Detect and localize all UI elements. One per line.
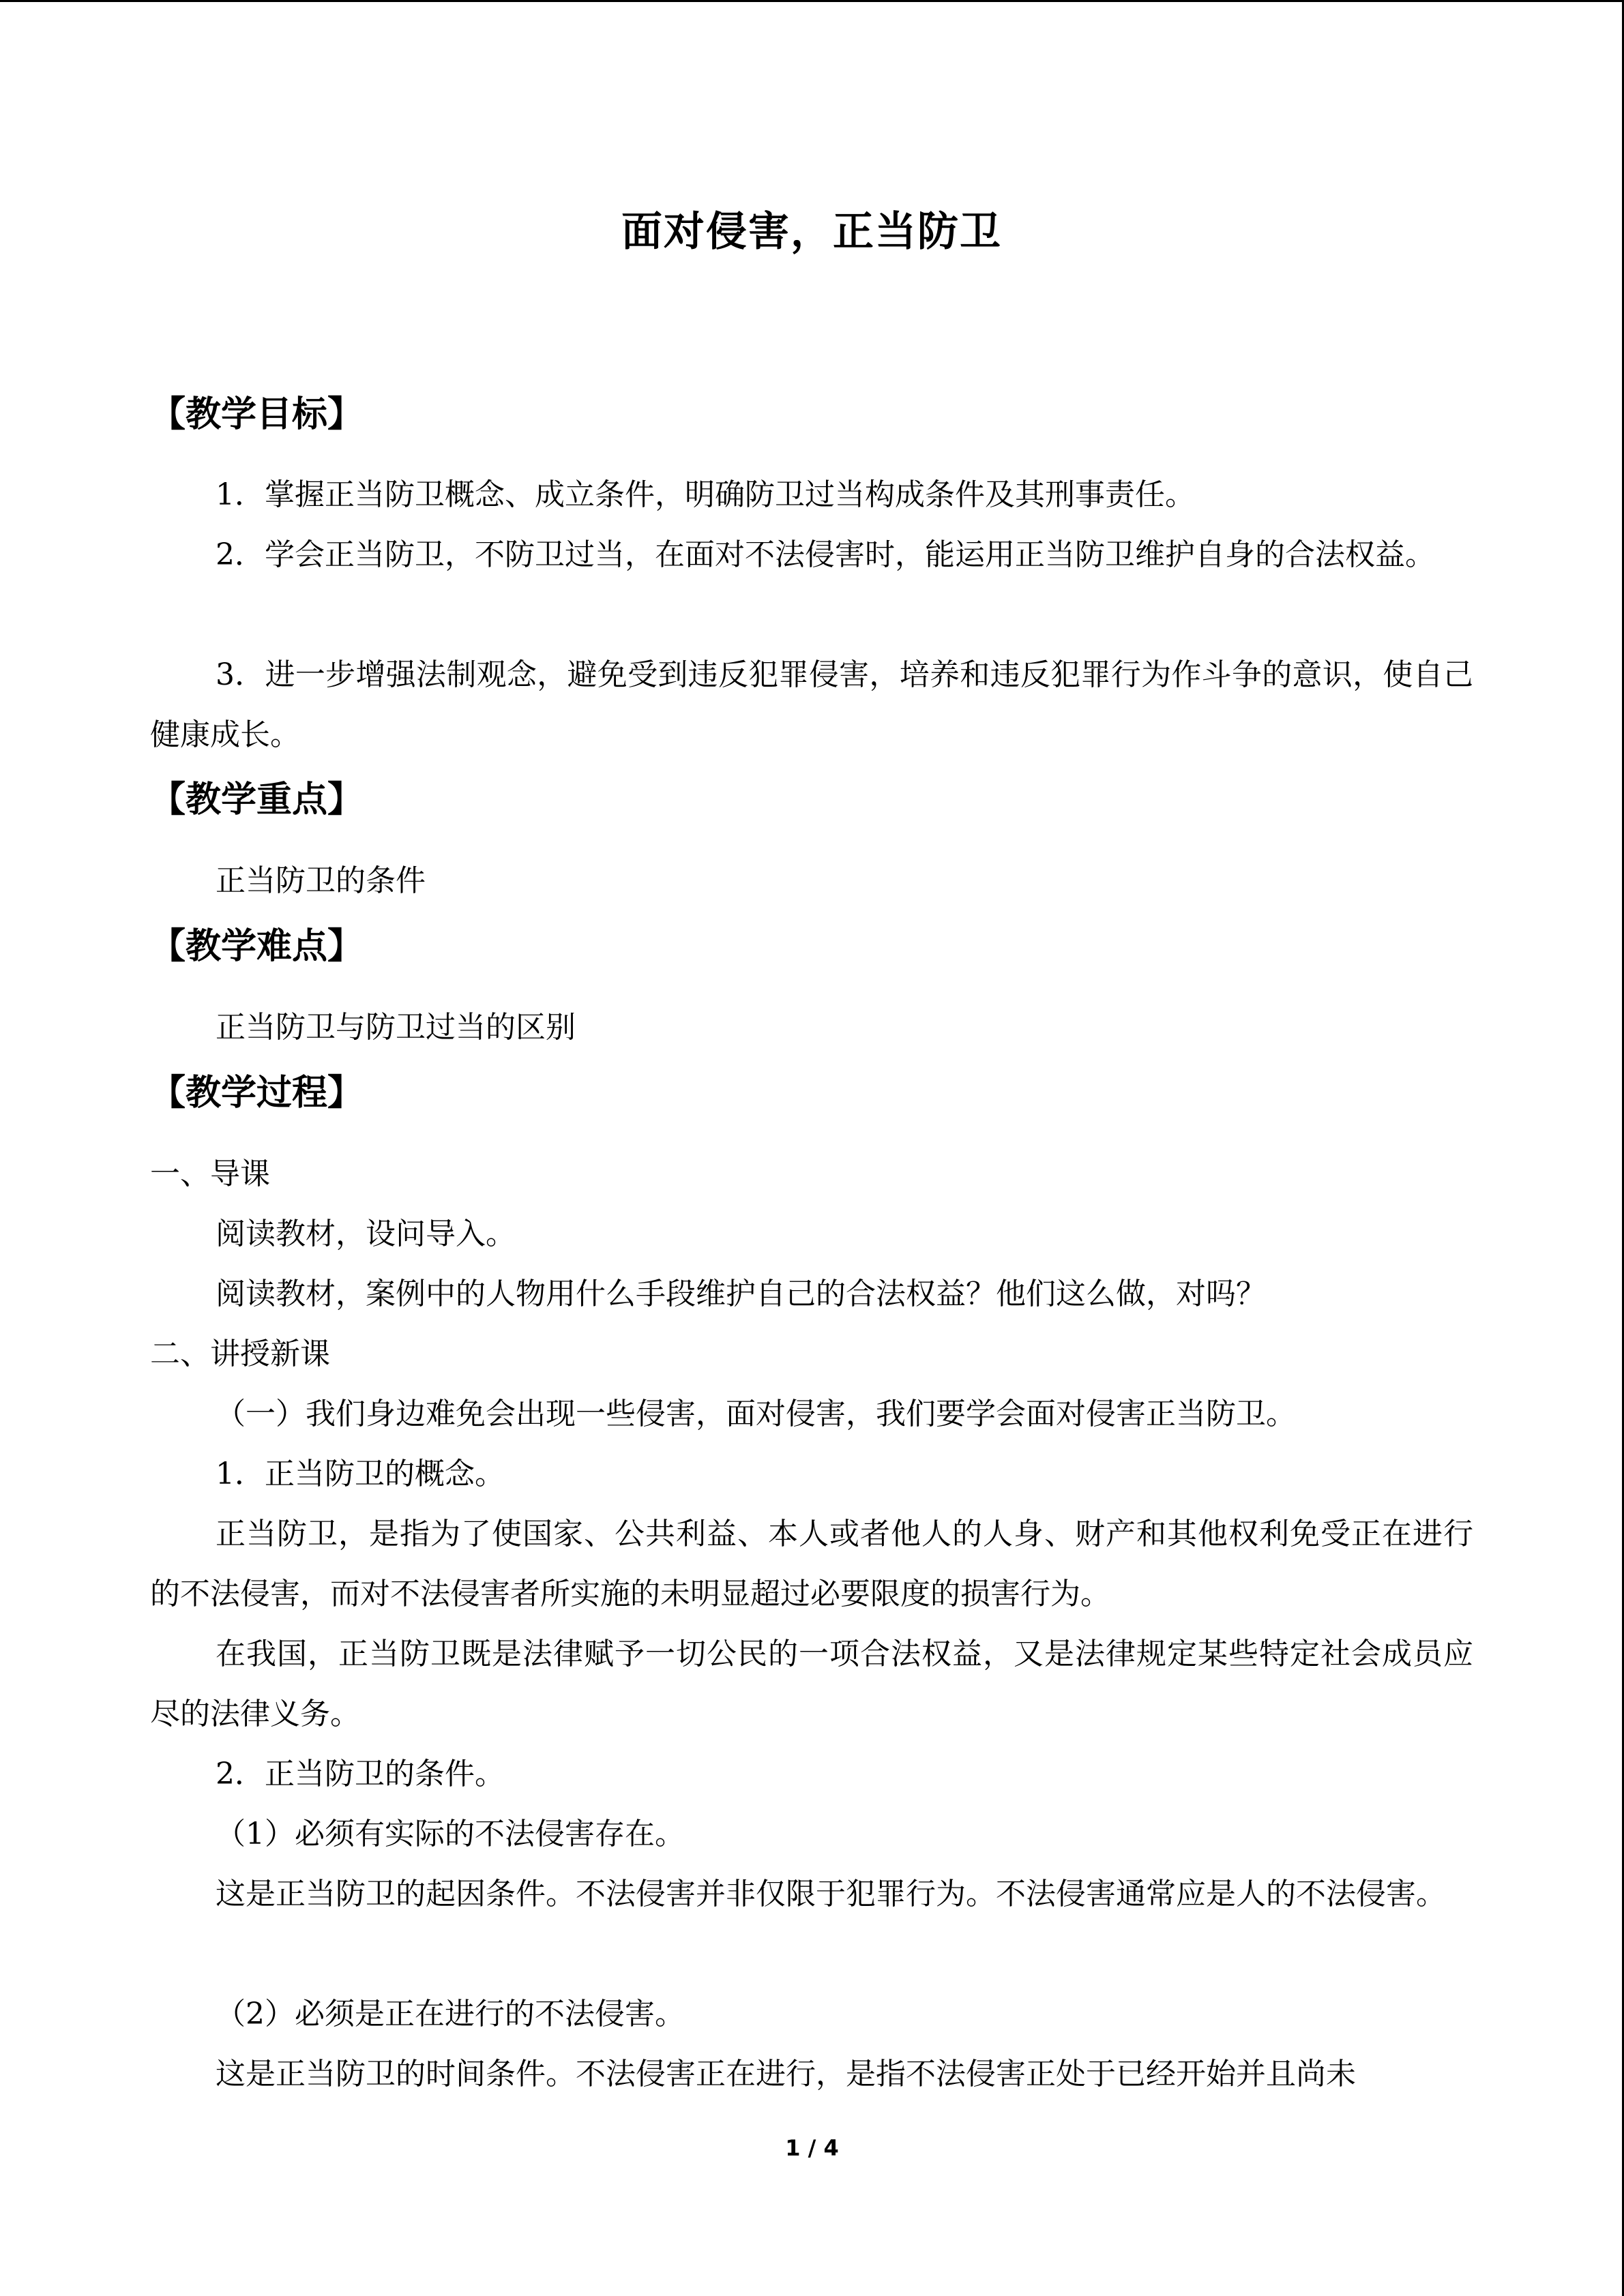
section-new-lesson-title: 二、讲授新课 bbox=[150, 1337, 330, 1371]
lesson-line-2: 1．正当防卫的概念。 bbox=[216, 1457, 505, 1491]
lesson-line-7: 这是正当防卫的起因条件。不法侵害并非仅限于犯罪行为。不法侵害通常应是人的不法侵害。 bbox=[216, 1877, 1446, 1911]
lesson-line-6: （1）必须有实际的不法侵害存在。 bbox=[216, 1817, 685, 1851]
lead-in-line-1: 阅读教材，设问导入。 bbox=[216, 1217, 516, 1251]
lesson-line-9: 这是正当防卫的时间条件。不法侵害正在进行，是指不法侵害正处于已经开始并且尚未 bbox=[216, 2057, 1356, 2091]
lesson-line-3: 正当防卫，是指为了使国家、公共利益、本人或者他人的人身、财产和其他权利免受正在进行的不法侵害，而对不法侵害者所实施的未明显超过必要限度的损害行为。 bbox=[150, 1517, 1473, 1611]
lesson-line-1: （一）我们身边难免会出现一些侵害，面对侵害，我们要学会面对侵害正当防卫。 bbox=[216, 1397, 1296, 1431]
lesson-line-5: 2．正当防卫的条件。 bbox=[216, 1757, 505, 1791]
lesson-line-8: （2）必须是正在进行的不法侵害。 bbox=[216, 1997, 685, 2031]
process-heading: 【教学过程】 bbox=[150, 1073, 364, 1114]
key-point-text: 正当防卫的条件 bbox=[216, 863, 426, 898]
difficulty-heading: 【教学难点】 bbox=[150, 926, 364, 967]
objective-item-2: 2．学会正当防卫，不防卫过当，在面对不法侵害时，能运用正当防卫维护自身的合法权益。 bbox=[216, 537, 1435, 572]
page-number: 1 / 4 bbox=[785, 2135, 839, 2161]
difficulty-text: 正当防卫与防卫过当的区别 bbox=[216, 1010, 576, 1045]
objective-item-3: 3．进一步增强法制观念，避免受到违反犯罪侵害，培养和违反犯罪行为作斗争的意识，使自己健康成长。 bbox=[150, 657, 1473, 752]
section-lead-in-title: 一、导课 bbox=[150, 1157, 270, 1191]
key-point-heading: 【教学重点】 bbox=[150, 779, 364, 820]
lead-in-line-2: 阅读教材，案例中的人物用什么手段维护自己的合法权益？他们这么做，对吗？ bbox=[216, 1277, 1266, 1311]
page-top-border bbox=[0, 0, 1624, 2]
objective-item-1: 1．掌握正当防卫概念、成立条件，明确防卫过当构成条件及其刑事责任。 bbox=[216, 477, 1195, 512]
document-title: 面对侵害，正当防卫 bbox=[621, 208, 1002, 256]
objectives-heading: 【教学目标】 bbox=[150, 394, 364, 435]
lesson-line-4: 在我国，正当防卫既是法律赋予一切公民的一项合法权益，又是法律规定某些特定社会成员应尽的法律义务。 bbox=[150, 1637, 1473, 1731]
